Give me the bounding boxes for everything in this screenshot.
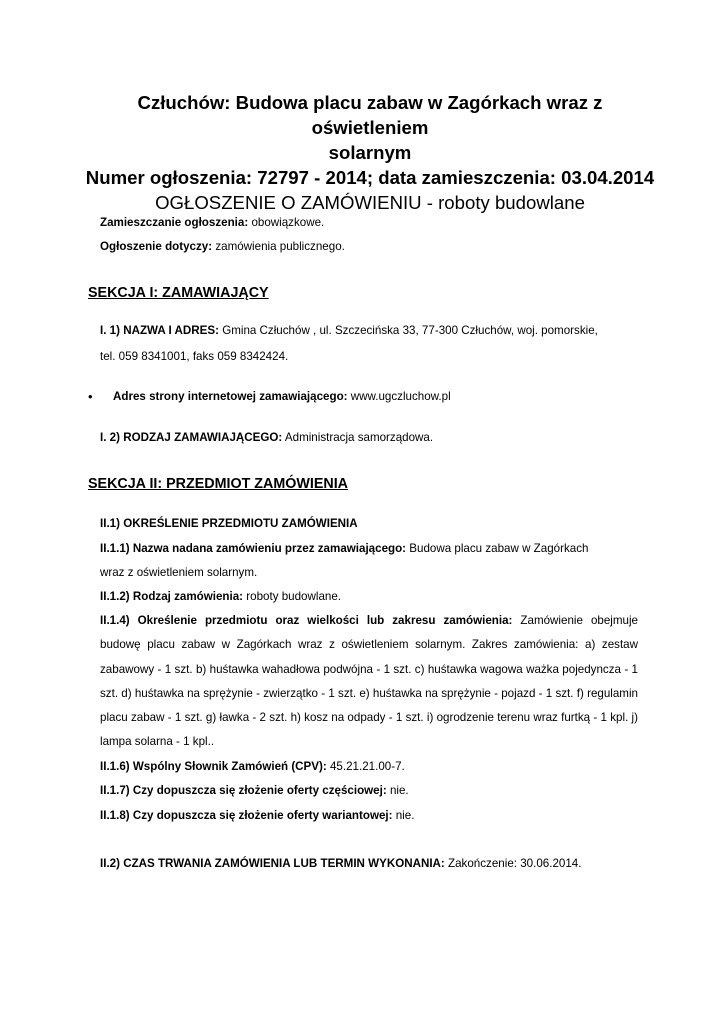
duration-value: Zakończenie: 30.06.2014. (448, 857, 582, 870)
authority-type-value: Administracja samorządowa. (284, 431, 434, 444)
concerns-row (100, 240, 345, 254)
order-scope-label: II.1.4) Określenie przedmiotu oraz wielkości lub zakresu zamówienia: (100, 614, 513, 627)
order-kind-label: II.1.2) Rodzaj zamówienia: (100, 590, 244, 603)
website-label: Adres strony internetowej zamawiającego: (113, 390, 348, 403)
partial-offer-row (100, 784, 409, 798)
website-value: www.ugczluchow.pl (350, 390, 451, 403)
authority-name-label: I. 1) NAZWA I ADRES: (100, 324, 219, 337)
publication-row (100, 216, 324, 230)
partial-offer-label: II.1.7) Czy dopuszcza się złożenie oferty częściowej: (100, 784, 387, 797)
website-row (113, 390, 451, 404)
order-scope-value: Zamówienie obejmuje budowę placu zabaw w Zagórkach wraz z oświetleniem solarnym. Zakres zamówienia: a) zestaw zabawowy - 1 szt. b) huśtawka wahadłowa podwójna - 1 szt. c) huśtawka wagowa ważka pojedyncza - 1 szt. d) huśtawka na sprężynie - zwierzątko - 1 szt. e) huśtawka na sprężynie - pojazd - 1 szt. f) regulamin placu zabaw - 1 szt. g) ławka - 2 szt. h) kosz na odpady - 1 szt. i) ogrodzenie terenu wraz furtką - 1 kpl. j) lampa solarna - 1 kpl.. (100, 614, 638, 749)
duration-label: II.2) CZAS TRWANIA ZAMÓWIENIA LUB TERMIN WYKONANIA: (100, 857, 445, 870)
subject-subheading-text: II.1) OKREŚLENIE PRZEDMIOTU ZAMÓWIENIA (100, 517, 358, 530)
document-title-continued: solarnym (328, 142, 412, 163)
authority-name-value: Gmina Człuchów , ul. Szczecińska 33, 77-300 Człuchów, woj. pomorskie, (222, 324, 598, 337)
variant-offer-row (100, 809, 414, 823)
concerns-value: zamówienia publicznego. (215, 240, 345, 253)
concerns-label: Ogłoszenie dotyczy: (100, 240, 213, 253)
authority-type-label: I. 2) RODZAJ ZAMAWIAJĄCEGO: (100, 431, 283, 444)
variant-offer-label: II.1.8) Czy dopuszcza się złożenie oferty wariantowej: (100, 809, 393, 822)
authority-phone-row: tel. 059 8341001, faks 059 8342424. (100, 350, 289, 363)
authority-type-row (100, 431, 433, 445)
cpv-label: II.1.6) Wspólny Słownik Zamówień (CPV): (100, 760, 327, 773)
notice-type: OGŁOSZENIE O ZAMÓWIENIU - roboty budowlane (155, 192, 585, 213)
partial-offer-value: nie. (389, 784, 409, 797)
order-kind-value: roboty budowlane. (246, 590, 342, 603)
order-name-row (100, 542, 588, 556)
order-name-label: II.1.1) Nazwa nadana zamówieniu przez zamawiającego: (100, 542, 407, 555)
order-name-continued: wraz z oświetleniem solarnym. (100, 566, 258, 579)
order-name-value: Budowa placu zabaw w Zagórkach (409, 542, 589, 555)
subject-subheading (100, 517, 358, 531)
section-heading-subject: SEKCJA II: PRZEDMIOT ZAMÓWIENIA (88, 476, 348, 492)
order-kind-row (100, 590, 341, 604)
bullet-icon: • (88, 389, 93, 404)
order-scope-paragraph (100, 609, 638, 755)
document-title: Człuchów: Budowa placu zabaw w Zagórkach wraz z oświetleniem (137, 92, 603, 138)
cpv-row (100, 760, 405, 774)
section-heading-contracting-authority: SEKCJA I: ZAMAWIAJĄCY (88, 285, 269, 301)
notice-number-date: Numer ogłoszenia: 72797 - 2014; data zamieszczenia: 03.04.2014 (85, 167, 655, 188)
cpv-value: 45.21.21.00-7. (329, 760, 405, 773)
publication-value: obowiązkowe. (251, 216, 325, 229)
authority-name-row (100, 324, 598, 338)
publication-label: Zamieszczanie ogłoszenia: (100, 216, 249, 229)
variant-offer-value: nie. (395, 809, 415, 822)
duration-row (100, 857, 581, 871)
document-header (80, 90, 660, 215)
